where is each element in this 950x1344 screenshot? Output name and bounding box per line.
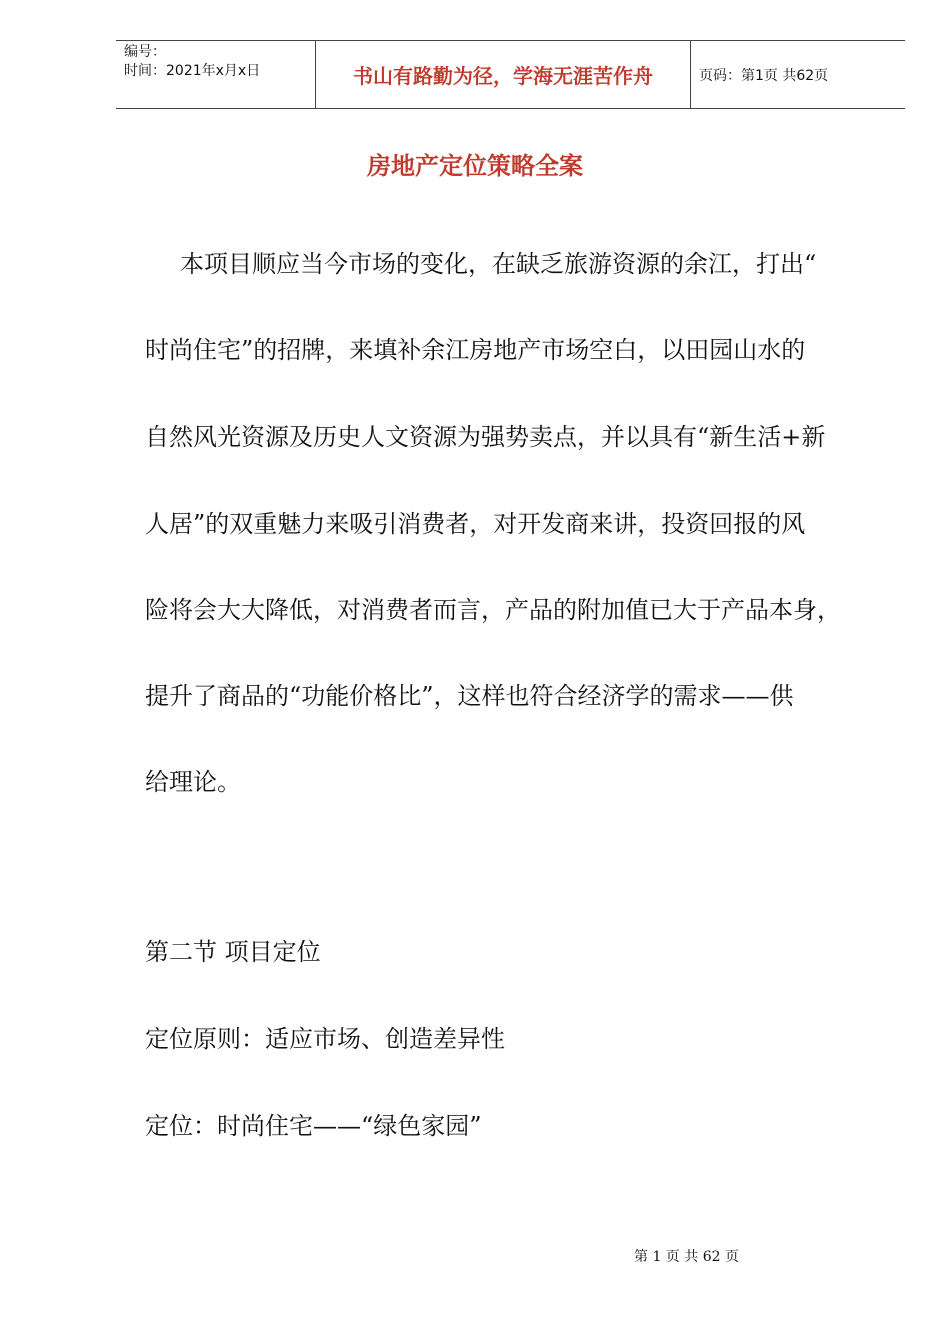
page-footer: 第 1 页 共 62 页 (634, 1249, 739, 1265)
document-title: 房地产定位策略全案 (367, 151, 583, 180)
header-page-info: 页码：第1页 共62页 (699, 67, 829, 84)
section-heading: 第二节 项目定位 (145, 938, 321, 966)
paragraph-line: 本项目顺应当今市场的变化，在缺乏旅游资源的余江，打出“ (180, 250, 817, 278)
paragraph-line: 时尚住宅”的招牌，来填补余江房地产市场空白，以田园山水的 (145, 336, 806, 364)
positioning-principle: 定位原则：适应市场、创造差异性 (145, 1025, 505, 1053)
paragraph-line: 给理论。 (145, 768, 241, 796)
page-header (116, 40, 905, 109)
header-meta-cell (116, 41, 315, 108)
header-motto: 书山有路勤为径，学海无涯苦作舟 (315, 41, 691, 108)
time-label: 时间：2021年x月x日 (124, 63, 261, 79)
paragraph-line: 人居”的双重魅力来吸引消费者，对开发商来讲，投资回报的风 (145, 510, 806, 538)
paragraph-line: 自然风光资源及历史人文资源为强势卖点，并以具有“新生活+新 (145, 423, 826, 451)
paragraph-line: 提升了商品的“功能价格比”，这样也符合经济学的需求——供 (145, 682, 794, 710)
positioning-statement: 定位：时尚住宅——“绿色家园” (145, 1112, 482, 1140)
paragraph-line: 险将会大大降低，对消费者而言，产品的附加值已大于产品本身， (145, 596, 841, 624)
number-label: 编号： (124, 44, 166, 60)
